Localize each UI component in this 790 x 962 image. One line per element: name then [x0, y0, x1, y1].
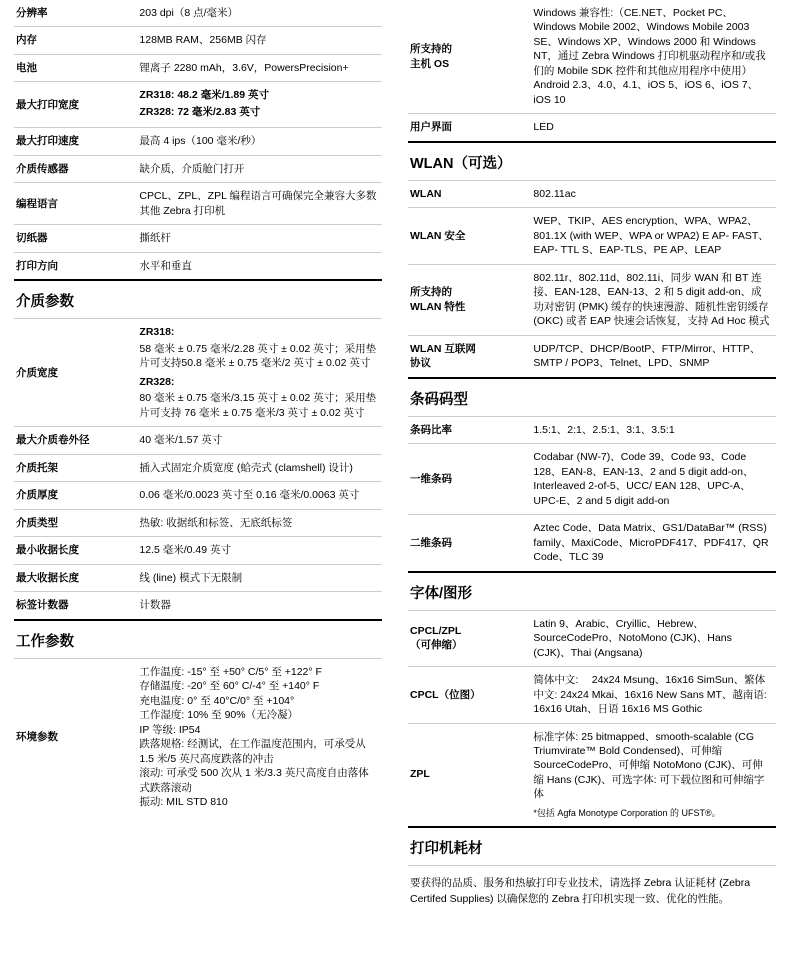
- row-value: 0.06 毫米/0.0023 英寸至 0.16 毫米/0.0063 英寸: [137, 482, 382, 509]
- print-width-zr328: ZR328: 72 毫米/2.83 英寸: [139, 105, 261, 118]
- row-label: 电池: [14, 54, 137, 81]
- row-value: 水平和垂直: [137, 252, 382, 279]
- label-line: 所支持的: [410, 43, 452, 56]
- font-footnote: *包括 Agfa Monotype Corporation 的 UFST®。: [533, 807, 721, 818]
- media-width-zr328-head: ZR328:: [139, 375, 175, 388]
- row-value: 1.5:1、2:1、2.5:1、3:1、3.5:1: [533, 423, 675, 436]
- label-line: WLAN 特性: [410, 300, 466, 313]
- env-line: 存储温度: -20° 至 60° C/-4° 至 +140° F: [139, 680, 320, 693]
- right-top-spec-table: [408, 0, 776, 141]
- row-label: 最大打印速度: [14, 128, 137, 155]
- row-label: WLAN 安全: [408, 208, 531, 264]
- table-row: [14, 427, 382, 454]
- row-value: 插入式固定介质宽度 (蛤壳式 (clamshell) 设计): [137, 454, 382, 481]
- row-value: Windows 兼容性:（CE.NET、Pocket PC、Windows Mobile 2002、Windows Mobile 2003 SE、Windows XP、Windows 2000 和 Windows NT，通过 Zebra Windows 打印机驱动程序和/或我们的 Mobile SDK 控件和其他应用程序中使用）Android 2.3、4.0、4.1、iOS 5、iOS 6、iOS 7、iOS 10: [533, 7, 766, 106]
- label-line: 协议: [410, 357, 431, 370]
- media-width-zr318-head: ZR318:: [139, 326, 175, 339]
- row-value: Aztec Code、Data Matrix、GS1/DataBar™ (RSS) family、MaxiCode、MicroPDF417、PDF417、QR Code、TLC 39: [531, 515, 776, 571]
- table-row: [408, 335, 776, 376]
- row-label: [408, 611, 531, 667]
- row-label: 介质类型: [14, 509, 137, 536]
- fonts-spec-table: [408, 611, 776, 826]
- row-label: 环境参数: [16, 730, 58, 743]
- row-label: [408, 264, 531, 335]
- row-value: [137, 82, 382, 128]
- table-row: [14, 82, 382, 128]
- table-row: [14, 319, 382, 426]
- env-line: 充电温度: 0° 至 40°C/0° 至 +104°: [139, 694, 295, 707]
- row-value: Latin 9、Arabic、Cryillic、Hebrew、SourceCodePro、NotoMono (CJK)、Hans (CJK)、Thai (Angsana): [533, 617, 732, 659]
- row-value: 缺介质，介质舱门打开: [137, 155, 382, 182]
- row-label: 介质厚度: [14, 482, 137, 509]
- label-line: （可伸缩）: [410, 639, 463, 652]
- row-label: 最大介质卷外径: [14, 427, 137, 454]
- table-row: [408, 444, 776, 515]
- table-row: [14, 183, 382, 225]
- table-row: [408, 723, 776, 826]
- table-row: [14, 225, 382, 252]
- row-value: WEP、TKIP、AES encryption、WPA、WPA2、801.1X (with WEP、WPA or WPA2) E AP- FAST、EAP- TTL S、EAP-TLS、PE AP、LEAP: [531, 208, 776, 264]
- table-row: [14, 128, 382, 155]
- row-value: CPCL、ZPL、ZPL 编程语言可确保完全兼容大多数其他 Zebra 打印机: [137, 183, 382, 225]
- row-label: 最大打印宽度: [14, 82, 137, 128]
- row-label: 标签计数器: [14, 592, 137, 619]
- row-value: 802.11ac: [533, 187, 576, 200]
- env-line: IP 等级: IP54: [139, 723, 201, 736]
- env-line: 工作湿度: 10% 至 90%（无冷凝）: [139, 709, 299, 722]
- row-label: 介质托架: [14, 454, 137, 481]
- table-row: [14, 27, 382, 54]
- label-line: 主机 OS: [410, 57, 450, 70]
- row-label: 切纸器: [14, 225, 137, 252]
- left-top-spec-table: [14, 0, 382, 279]
- row-label: 用户界面: [408, 114, 531, 141]
- row-label: 最大收据长度: [14, 564, 137, 591]
- row-label: 最小收据长度: [14, 537, 137, 564]
- barcode-spec-table: [408, 417, 776, 571]
- row-value: 计数器: [137, 592, 382, 619]
- left-column: [14, 0, 382, 962]
- table-row: [14, 537, 382, 564]
- table-row: [14, 0, 382, 27]
- section-heading-fonts: 字体/图形: [408, 571, 776, 611]
- row-value: 锂离子 2280 mAh，3.6V，PowersPrecision+: [137, 54, 382, 81]
- section-heading-supplies: 打印机耗材: [408, 826, 776, 866]
- row-value: LED: [531, 114, 776, 141]
- table-row: [14, 482, 382, 509]
- table-row: [14, 454, 382, 481]
- row-label: [408, 335, 531, 376]
- row-value: 40 毫米/1.57 英寸: [137, 427, 382, 454]
- table-row: [14, 54, 382, 81]
- wlan-spec-table: [408, 181, 776, 377]
- row-label: ZPL: [408, 723, 531, 826]
- right-column: [408, 0, 776, 962]
- table-row: [14, 155, 382, 182]
- table-row: [408, 114, 776, 141]
- env-line: 振动: MIL STD 810: [139, 795, 228, 808]
- env-line: 滚动: 可承受 500 次从 1 米/3.3 英尺高度自由落体式跌落滚动: [139, 767, 369, 794]
- row-value: 128MB RAM、256MB 闪存: [137, 27, 382, 54]
- media-spec-table: [14, 319, 382, 618]
- print-width-zr318: ZR318: 48.2 毫米/1.89 英寸: [139, 89, 269, 102]
- row-label: 介质宽度: [16, 366, 58, 379]
- row-value: [137, 319, 382, 426]
- zpl-font-value: 标准字体: 25 bitmapped、smooth-scalable (CG Triumvirate™ Bold Condensed)、可伸缩 SourceCodePro、可伸缩 NotoMono (CJK)、可伸缩 Hans (CJK)、可选字体: 可下载位图和可伸缩字体: [533, 730, 765, 801]
- table-row: [408, 417, 776, 444]
- row-label: WLAN: [410, 187, 442, 200]
- row-value: UDP/TCP、DHCP/BootP、FTP/Mirror、HTTP、SMTP / POP3、Telnet、LPD、SNMP: [531, 335, 776, 376]
- table-row: [408, 0, 776, 114]
- row-value: 203 dpi（8 点/毫米）: [139, 7, 239, 19]
- row-label: 条码比率: [410, 423, 452, 436]
- row-label: 内存: [14, 27, 137, 54]
- label-line: CPCL/ZPL: [410, 624, 462, 637]
- row-label: 介质传感器: [14, 155, 137, 182]
- table-row: [408, 181, 776, 208]
- table-row: [408, 667, 776, 723]
- label-line: 所支持的: [410, 286, 452, 299]
- row-value: [531, 723, 776, 826]
- row-value: 线 (line) 模式下无限制: [137, 564, 382, 591]
- row-value: 12.5 毫米/0.49 英寸: [137, 537, 382, 564]
- supplies-paragraph: 要获得的品质、服务和热敏打印专业技术，请选择 Zebra 认证耗材 (Zebra Certifed Supplies) 以确保您的 Zebra 打印机实现一致、优化的性能。: [410, 876, 751, 905]
- table-row: [14, 592, 382, 619]
- table-row: [14, 564, 382, 591]
- table-row: [408, 515, 776, 571]
- row-value: [137, 659, 382, 816]
- env-line: 工作温度: -15° 至 +50° C/5° 至 +122° F: [139, 665, 322, 678]
- row-label: 打印方向: [14, 252, 137, 279]
- section-heading-media: 介质参数: [14, 279, 382, 319]
- row-label: 一维条码: [408, 444, 531, 515]
- row-value: 最高 4 ips（100 毫米/秒）: [137, 128, 382, 155]
- section-heading-wlan: WLAN（可选）: [408, 141, 776, 181]
- section-heading-barcode: 条码码型: [408, 377, 776, 417]
- table-row: [14, 252, 382, 279]
- row-value: 简体中文: 24x24 Msung、16x16 SimSun、繁体中文: 24x24 Mkai、16x16 New Sans MT、越南语: 16x16 Utah、日语 16x16 MS Gothic: [531, 667, 776, 723]
- row-label: [408, 0, 531, 114]
- table-row: [408, 611, 776, 667]
- row-label: 分辨率: [16, 7, 48, 19]
- table-row: [408, 208, 776, 264]
- label-line: WLAN 互联网: [410, 342, 476, 355]
- table-row: [14, 509, 382, 536]
- section-heading-operating: 工作参数: [14, 619, 382, 659]
- row-value: Codabar (NW-7)、Code 39、Code 93、Code 128、EAN-8、EAN-13、2 and 5 digit add-on、Interleaved 2-of-5、UCC/ EAN 128、UPC-A、UPC-E、2 and 5 digit add-on: [531, 444, 776, 515]
- row-label: CPCL（位图）: [408, 667, 531, 723]
- operating-spec-table: [14, 659, 382, 816]
- table-row: [14, 659, 382, 816]
- row-value: 热敏: 收据纸和标签、无底纸标签: [137, 509, 382, 536]
- table-row: [408, 264, 776, 335]
- env-line: 跌落规格: 经测试，在工作温度范围内，可承受从 1.5 米/5 英尺高度跌落的冲击: [139, 738, 366, 765]
- media-width-zr328-body: 80 毫米 ± 0.75 毫米/3.15 英寸 ± 0.02 英寸；采用垫片可支持 76 毫米 ± 0.75 毫米/3 英寸 ± 0.02 英寸: [139, 392, 377, 419]
- row-value: 撕纸杆: [137, 225, 382, 252]
- row-value: 802.11r、802.11d、802.11i、同步 WAN 和 BT 连接、EAN-128、EAN-13、2 和 5 digit add-on、成功对密钥 (PMK) 缓存的快速漫游、随机性密钥缓存 (OKC) 或者 EAP 快速会话恢复，支持 Ad Hoc 模式: [531, 264, 776, 335]
- row-label: 编程语言: [14, 183, 137, 225]
- media-width-zr318-body: 58 毫米 ± 0.75 毫米/2.28 英寸 ± 0.02 英寸；采用垫片可支持50.8 毫米 ± 0.75 毫米/2 英寸 ± 0.02 英寸: [139, 342, 377, 370]
- row-label: 二维条码: [408, 515, 531, 571]
